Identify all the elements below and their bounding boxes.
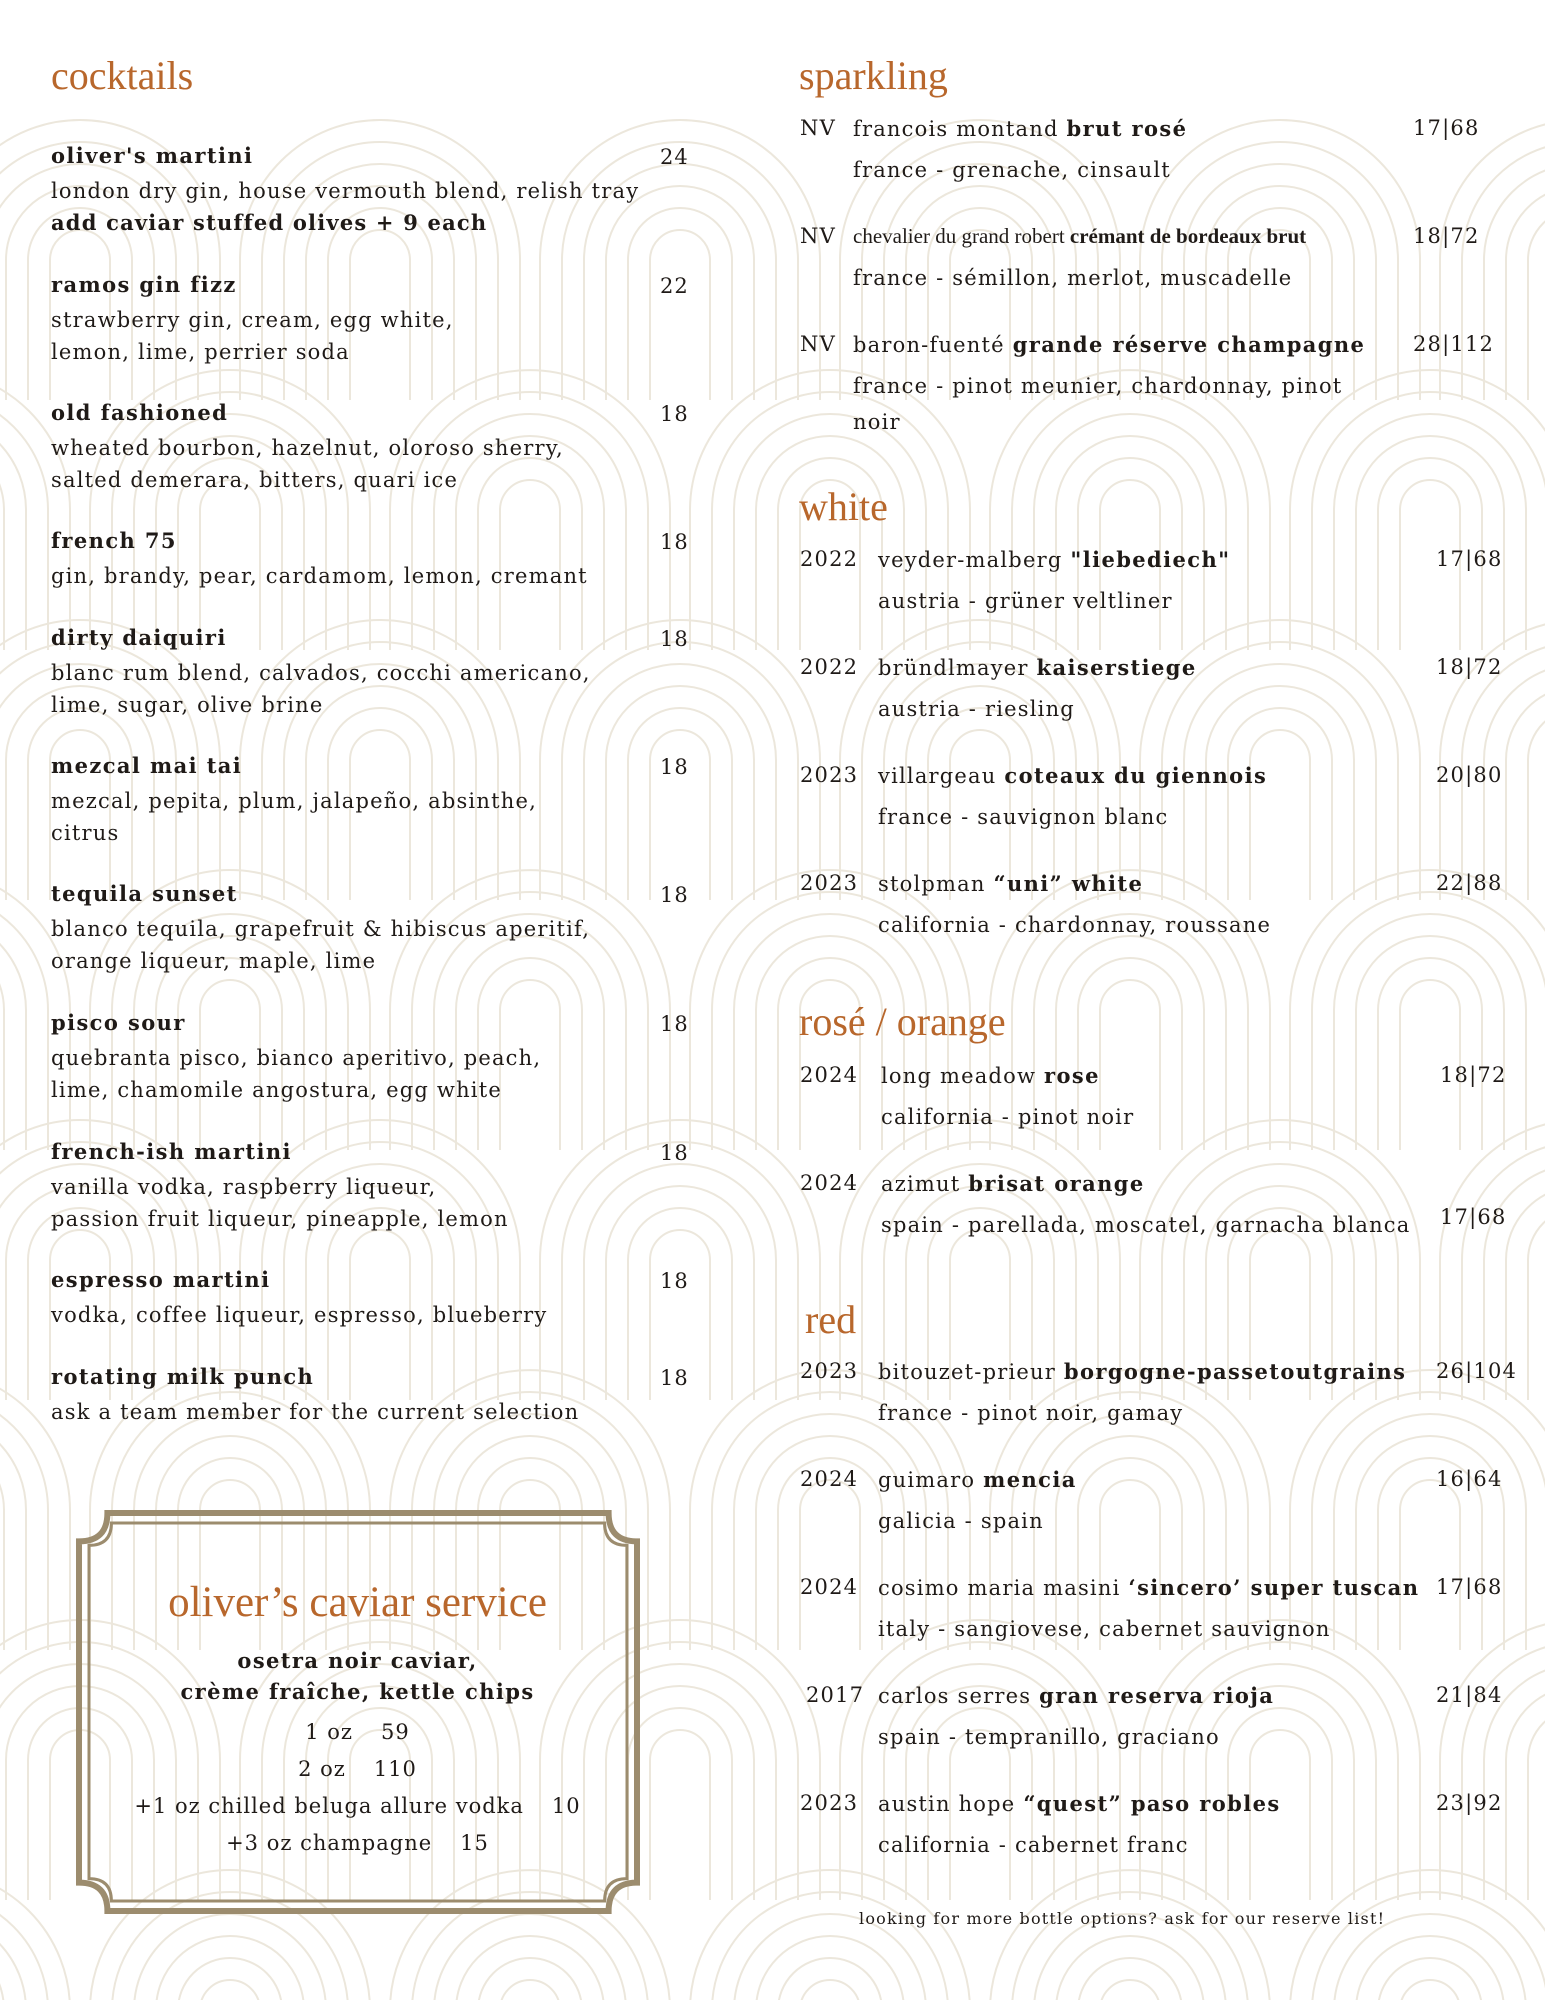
wine-price: 16|64 (1436, 1467, 1503, 1491)
wine-region-line: california - cabernet franc (878, 1833, 1189, 1857)
wine-region-line: california - pinot noir (881, 1105, 1135, 1129)
wine-price: 22|88 (1436, 871, 1503, 895)
wine-title (878, 1683, 1274, 1708)
wine-producer: guimaro (878, 1468, 976, 1492)
reserve-list-note: looking for more bottle options? ask for our reserve list! (859, 1909, 1386, 1928)
wine-region (853, 152, 1171, 188)
wine-name: kaiserstiege (1036, 655, 1197, 680)
wine-region-line: france - sémillon, merlot, muscadelle (853, 266, 1293, 290)
wine-producer: francois montand (853, 117, 1059, 141)
cocktail-description-line: passion fruit liqueur, pineapple, lemon (51, 1207, 509, 1231)
wine-title (878, 1359, 1406, 1384)
caviar-subtitle-line: crème fraîche, kettle chips (180, 1679, 535, 1704)
wine-region-line: france - pinot meunier, chardonnay, pinot (853, 374, 1343, 398)
wine-region-line: france - sauvignon blanc (878, 805, 1169, 829)
wine-price: 17|68 (1440, 1205, 1507, 1229)
cocktail-name: pisco sour (51, 1010, 186, 1035)
wine-region (878, 799, 1168, 835)
cocktail-price: 24 (660, 145, 689, 169)
cocktail-description (51, 432, 564, 496)
sparkling-heading: sparkling (799, 53, 948, 98)
wine-producer: azimut (881, 1172, 961, 1196)
caviar-frame-border (73, 1507, 643, 1917)
cocktail-description (51, 1396, 579, 1428)
wine-name: crémant de bordeaux brut (1069, 224, 1307, 248)
wine-region (878, 1611, 1331, 1647)
caviar-option-label: 1 oz (305, 1720, 353, 1744)
cocktail-description-line: orange liqueur, maple, lime (51, 949, 377, 973)
cocktail-description-line: add caviar stuffed olives + 9 each (51, 210, 488, 235)
cocktail-price: 18 (660, 755, 689, 779)
cocktail-description (51, 913, 590, 977)
wine-region-line: italy - sangiovese, cabernet sauvignon (878, 1617, 1331, 1641)
wine-title (853, 116, 1187, 141)
wine-price: 21|84 (1436, 1683, 1503, 1707)
wine-title (881, 1063, 1100, 1088)
wine-region-line: france - grenache, cinsault (853, 158, 1171, 182)
wine-price: 23|92 (1436, 1791, 1503, 1815)
wine-region (878, 1827, 1189, 1863)
cocktail-description-line: mezcal, pepita, plum, jalapeño, absinthe, (51, 789, 537, 813)
wine-name: “uni” white (993, 871, 1144, 896)
cocktail-description-line: quebranta pisco, bianco aperitivo, peach, (51, 1046, 542, 1070)
caviar-option-price: 59 (381, 1720, 410, 1744)
wine-vintage: 2023 (800, 763, 859, 787)
wine-name: brut rosé (1066, 116, 1188, 141)
cocktail-description-line: vodka, coffee liqueur, espresso, blueberry (51, 1303, 548, 1327)
wine-title (853, 332, 1365, 357)
cocktail-name: tequila sunset (51, 881, 238, 906)
wine-title (881, 1171, 1145, 1196)
cocktail-description (51, 1042, 541, 1106)
wine-name: mencia (983, 1467, 1077, 1492)
cocktail-description-line: lime, chamomile angostura, egg white (51, 1078, 502, 1102)
wine-vintage: 2017 (806, 1683, 865, 1707)
cocktail-description-line: lime, sugar, olive brine (51, 693, 324, 717)
wine-producer: long meadow (881, 1064, 1037, 1088)
cocktail-name: mezcal mai tai (51, 753, 243, 778)
wine-region (878, 907, 1271, 943)
wine-price: 26|104 (1436, 1359, 1518, 1383)
cocktail-name: espresso martini (51, 1267, 271, 1292)
cocktail-description (51, 175, 639, 239)
cocktail-price: 18 (660, 1012, 689, 1036)
cocktail-description-line: vanilla vodka, raspberry liqueur, (51, 1175, 437, 1199)
caviar-option-price: 110 (373, 1757, 417, 1781)
caviar-option-label: +1 oz chilled beluga allure vodka (134, 1794, 524, 1818)
wine-region-line: noir (853, 410, 901, 434)
caviar-option-label: 2 oz (298, 1757, 346, 1781)
wine-vintage: NV (800, 332, 836, 356)
wine-region-line: california - chardonnay, roussane (878, 913, 1272, 937)
cocktail-name: dirty daiquiri (51, 625, 227, 650)
wine-title (878, 1791, 1281, 1816)
wine-title (878, 1467, 1077, 1492)
wine-vintage: 2022 (800, 547, 859, 571)
wine-producer: villargeau (878, 764, 997, 788)
wine-region (878, 583, 1173, 619)
wine-region (878, 1719, 1220, 1755)
wine-price: 17|68 (1436, 547, 1503, 571)
cocktail-name: french 75 (51, 528, 177, 553)
wine-vintage: 2024 (800, 1575, 859, 1599)
cocktail-name: ramos gin fizz (51, 272, 237, 297)
wine-title (853, 224, 1306, 249)
wine-price: 18|72 (1440, 1063, 1507, 1087)
cocktail-price: 18 (660, 883, 689, 907)
wine-name: borgogne-passetoutgrains (1063, 1359, 1407, 1384)
cocktail-price: 18 (660, 627, 689, 651)
wine-name: grande réserve champagne (1012, 332, 1366, 357)
cocktail-description-line: wheated bourbon, hazelnut, oloroso sherry, (51, 436, 564, 460)
cocktail-price: 18 (660, 530, 689, 554)
wine-name: rose (1044, 1063, 1100, 1088)
cocktail-name: old fashioned (51, 400, 229, 425)
wine-name: gran reserva rioja (1039, 1683, 1275, 1708)
cocktail-description (51, 657, 591, 721)
cocktails-heading: cocktails (51, 53, 194, 98)
caviar-title: oliver’s caviar service (168, 1579, 547, 1626)
cocktail-description-line: strawberry gin, cream, egg white, (51, 308, 454, 332)
wine-vintage: 2024 (800, 1467, 859, 1491)
wine-producer: bründlmayer (878, 656, 1029, 680)
wine-producer: baron-fuenté (853, 333, 1005, 357)
cocktail-name: french-ish martini (51, 1139, 292, 1164)
cocktail-description-line: ask a team member for the current selection (51, 1400, 580, 1424)
cocktail-description-line: blanco tequila, grapefruit & hibiscus aperitif, (51, 917, 591, 941)
wine-vintage: 2023 (800, 1791, 859, 1815)
wine-region (878, 1395, 1183, 1431)
wine-title (878, 547, 1230, 572)
cocktail-price: 18 (660, 1269, 689, 1293)
cocktail-description (51, 1171, 509, 1235)
cocktail-description-line: citrus (51, 821, 120, 845)
cocktail-description-line: lemon, lime, perrier soda (51, 340, 350, 364)
wine-title (878, 655, 1197, 680)
wine-price: 18|72 (1413, 224, 1480, 248)
wine-region-line: austria - grüner veltliner (878, 589, 1173, 613)
cocktail-description-line: gin, brandy, pear, cardamom, lemon, cremant (51, 564, 588, 588)
wine-producer: austin hope (878, 1792, 1016, 1816)
wine-producer: carlos serres (878, 1684, 1032, 1708)
wine-name: brisat orange (968, 1171, 1145, 1196)
wine-vintage: NV (800, 116, 836, 140)
wine-title (878, 1575, 1419, 1600)
wine-region (881, 1099, 1134, 1135)
wine-region (878, 1503, 1044, 1539)
wine-name: "liebediech" (1070, 547, 1231, 572)
cocktail-description-line: blanc rum blend, calvados, cocchi americano, (51, 661, 591, 685)
cocktail-price: 18 (660, 1366, 689, 1390)
wine-title (878, 763, 1267, 788)
wine-producer: stolpman (878, 872, 986, 896)
cocktail-description (51, 785, 537, 849)
wine-producer: cosimo maria masini (878, 1576, 1121, 1600)
wine-producer: bitouzet-prieur (878, 1360, 1056, 1384)
wine-title (878, 871, 1143, 896)
wine-vintage: 2024 (800, 1063, 859, 1087)
wine-name: coteaux du giennois (1004, 763, 1268, 788)
wine-name: ‘sincero’ super tuscan (1128, 1575, 1420, 1600)
red-heading: red (805, 1297, 857, 1342)
caviar-option-price: 15 (460, 1831, 489, 1855)
wine-region (853, 260, 1292, 296)
wine-region-line: spain - tempranillo, graciano (878, 1725, 1220, 1749)
wine-vintage: 2024 (800, 1171, 859, 1195)
caviar-subtitle-line: osetra noir caviar, (237, 1648, 478, 1673)
wine-vintage: 2023 (800, 1359, 859, 1383)
caviar-option-label: +3 oz champagne (226, 1831, 433, 1855)
wine-price: 18|72 (1436, 655, 1503, 679)
wine-region (853, 368, 1342, 440)
cocktail-name: rotating milk punch (51, 1364, 315, 1389)
wine-name: “quest” paso robles (1023, 1791, 1281, 1816)
wine-producer: veyder-malberg (878, 548, 1063, 572)
caviar-option-price: 10 (551, 1794, 581, 1818)
wine-price: 17|68 (1436, 1575, 1503, 1599)
wine-vintage: NV (800, 224, 836, 248)
wine-producer: chevalier du grand robert (853, 224, 1065, 248)
wine-region (881, 1207, 1410, 1243)
white-heading: white (799, 484, 888, 529)
cocktail-description (51, 560, 588, 592)
wine-region-line: spain - parellada, moscatel, garnacha blanca (881, 1213, 1411, 1237)
wine-region-line: galicia - spain (878, 1509, 1044, 1533)
wine-region-line: austria - riesling (878, 697, 1075, 721)
wine-region (878, 691, 1075, 727)
wine-price: 20|80 (1436, 763, 1503, 787)
wine-region-line: france - pinot noir, gamay (878, 1401, 1184, 1425)
rose-orange-heading: rosé / orange (799, 999, 1006, 1044)
wine-price: 28|112 (1413, 332, 1495, 356)
cocktail-name: oliver's martini (51, 143, 254, 168)
wine-vintage: 2023 (800, 871, 859, 895)
wine-vintage: 2022 (800, 655, 859, 679)
cocktail-description-line: london dry gin, house vermouth blend, relish tray (51, 179, 640, 203)
cocktail-price: 18 (660, 402, 689, 426)
cocktail-price: 22 (660, 274, 689, 298)
cocktail-description (51, 304, 454, 368)
cocktail-price: 18 (660, 1141, 689, 1165)
cocktail-description (51, 1299, 547, 1331)
cocktail-description-line: salted demerara, bitters, quari ice (51, 468, 459, 492)
wine-price: 17|68 (1413, 116, 1480, 140)
